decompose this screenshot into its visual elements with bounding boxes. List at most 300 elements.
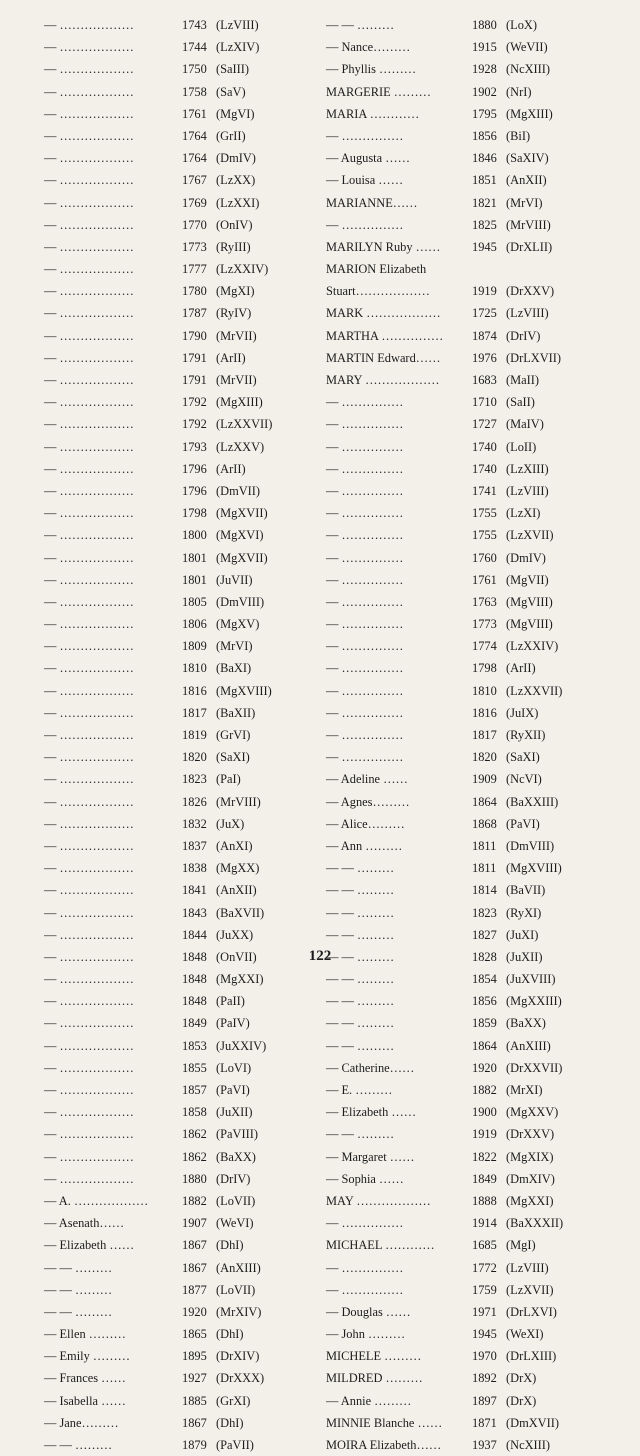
entry-year: 1828 <box>472 949 497 964</box>
entry-year: 1976 <box>472 350 497 365</box>
index-entry <box>44 924 314 946</box>
entry-year: 1897 <box>472 1393 497 1408</box>
entry-year: 1801 <box>182 572 207 587</box>
entry-year: 1743 <box>182 18 207 32</box>
index-entry <box>44 391 314 413</box>
entry-code: (MgVIII) <box>506 594 553 609</box>
index-entry <box>44 413 314 435</box>
entry-year: 1817 <box>472 728 497 742</box>
index-entry <box>326 1079 616 1101</box>
entry-code: (JuXX) <box>216 927 254 942</box>
index-entry <box>44 103 314 125</box>
entry-name: — — ……… <box>44 1260 113 1275</box>
entry-name: — ……………… <box>44 461 134 476</box>
index-entry <box>44 480 314 502</box>
index-entry <box>44 591 314 613</box>
entry-name: MARTIN Edward…… <box>326 350 441 365</box>
entry-code: (MgXX) <box>216 861 260 876</box>
index-entry <box>326 436 616 458</box>
entry-code: (RyIV) <box>216 306 252 321</box>
entry-name: — ……………… <box>44 728 134 742</box>
index-entry <box>326 58 616 80</box>
entry-year: 1777 <box>182 262 207 277</box>
index-entry <box>44 1101 314 1123</box>
entry-name: — ……………… <box>44 949 134 964</box>
entry-code: (BiI) <box>506 128 531 143</box>
entry-year: 1907 <box>182 1216 207 1231</box>
entry-year: 1826 <box>182 794 207 809</box>
entry-code: (MrVII) <box>216 373 257 387</box>
entry-year: 1853 <box>182 1038 207 1053</box>
entry-code: (AnXI) <box>216 838 253 853</box>
entry-year: 1820 <box>472 750 497 765</box>
entry-name: — Sophia …… <box>326 1171 404 1186</box>
index-entry <box>326 1012 616 1034</box>
entry-code: (OnIV) <box>216 217 253 232</box>
entry-name: — Augusta …… <box>326 151 410 166</box>
entry-year: 1792 <box>182 417 207 432</box>
entry-code: (GrVI) <box>216 728 251 742</box>
entry-name: — ……………… <box>44 594 134 609</box>
index-entry <box>326 924 616 946</box>
index-entry <box>326 857 616 879</box>
entry-code: (LzXXIV) <box>216 262 269 277</box>
index-entry <box>44 524 314 546</box>
entry-code: (BaXVII) <box>216 905 265 920</box>
index-entry <box>44 1212 314 1234</box>
entry-code: (LzVIII) <box>506 306 549 321</box>
entry-year: 1759 <box>472 1282 497 1297</box>
index-entry <box>326 791 616 813</box>
index-entry <box>326 192 616 214</box>
entry-year: 1855 <box>182 1060 207 1075</box>
index-entry <box>326 1101 616 1123</box>
entry-code: (LzXXIV) <box>506 639 559 654</box>
entry-year: 1854 <box>472 972 497 987</box>
entry-year: 1820 <box>182 750 207 765</box>
entry-code: (DrXXVII) <box>506 1060 563 1075</box>
entry-code: (DmIV) <box>506 550 546 565</box>
entry-name: — …………… <box>326 1216 404 1231</box>
index-entry <box>44 458 314 480</box>
entry-name: — …………… <box>326 639 404 654</box>
entry-code: (BaXII) <box>216 705 256 720</box>
entry-code: (SaXIV) <box>506 151 549 166</box>
entry-name: — Catherine…… <box>326 1060 415 1075</box>
index-entry <box>44 1057 314 1079</box>
index-entry <box>44 724 314 746</box>
index-entry <box>326 746 616 768</box>
entry-code: (LzXXV) <box>216 439 265 454</box>
entry-code: (DmIV) <box>216 151 256 166</box>
index-entry <box>326 813 616 835</box>
entry-name: — ……………… <box>44 1060 134 1075</box>
entry-code: (SaXI) <box>506 750 540 765</box>
entry-code: (RyXII) <box>506 728 546 742</box>
entry-name: — …………… <box>326 572 404 587</box>
entry-name: — A. ……………… <box>44 1193 149 1208</box>
entry-year: 1865 <box>182 1327 207 1342</box>
index-entry <box>44 325 314 347</box>
entry-code: (JuVII) <box>216 572 253 587</box>
entry-name: — — ……… <box>326 1127 395 1142</box>
entry-name: — ……………… <box>44 106 134 121</box>
index-entry <box>44 1146 314 1168</box>
entry-year: 1740 <box>472 461 497 476</box>
entry-name: — ……………… <box>44 395 134 410</box>
index-entry <box>44 1301 314 1323</box>
entry-year: 1773 <box>182 239 207 254</box>
entry-year: 1769 <box>182 195 207 210</box>
entry-name: — ……………… <box>44 328 134 343</box>
index-entry <box>44 1434 314 1456</box>
entry-year: 1772 <box>472 1260 497 1275</box>
entry-name: — ……………… <box>44 772 134 787</box>
entry-year: 1902 <box>472 84 497 99</box>
index-entry <box>326 547 616 569</box>
index-entry <box>326 258 616 280</box>
entry-code: (MrVII) <box>216 328 257 343</box>
index-entry <box>44 436 314 458</box>
entry-year: 1879 <box>182 1438 207 1452</box>
entry-year: 1810 <box>182 661 207 676</box>
entry-code: (MgXVIII) <box>216 683 272 698</box>
index-entry <box>44 1367 314 1389</box>
entry-name: — — ……… <box>44 1438 113 1452</box>
entry-year: 1755 <box>472 528 497 543</box>
entry-code: (MgVI) <box>216 106 255 121</box>
entry-code: (PaVIII) <box>216 1127 258 1142</box>
entry-year: 1810 <box>472 683 497 698</box>
entry-code: (DrIV) <box>506 328 541 343</box>
entry-name: — Agnes……… <box>326 794 410 809</box>
entry-year: 1843 <box>182 905 207 920</box>
entry-name: MARY ……………… <box>326 373 440 387</box>
entry-code: (MrXIV) <box>216 1304 262 1319</box>
entry-code: (DrXLII) <box>506 239 553 254</box>
entry-year: 1895 <box>182 1349 207 1364</box>
index-entry <box>326 325 616 347</box>
entry-code: (DrLXVI) <box>506 1304 557 1319</box>
entry-name: — ……………… <box>44 838 134 853</box>
entry-name: — ……………… <box>44 1149 134 1164</box>
entry-code: (PaVI) <box>216 1083 250 1097</box>
entry-name: MARIA ………… <box>326 106 420 121</box>
entry-name: — Phyllis ……… <box>326 62 417 77</box>
entry-code: (LzXI) <box>506 506 541 521</box>
entry-code: (DrXXV) <box>506 284 555 299</box>
entry-name: — …………… <box>326 528 404 543</box>
entry-name: MICHELE ……… <box>326 1349 422 1364</box>
index-entry <box>44 813 314 835</box>
index-entry <box>44 1079 314 1101</box>
entry-year: 1914 <box>472 1216 497 1231</box>
entry-year: 1764 <box>182 151 207 166</box>
entry-code: (MrVIII) <box>506 217 551 232</box>
index-entry <box>326 613 616 635</box>
index-entry <box>326 1301 616 1323</box>
entry-year: 1819 <box>182 728 207 742</box>
entry-name: — ……………… <box>44 617 134 632</box>
index-entry <box>326 214 616 236</box>
entry-year: 1755 <box>472 506 497 521</box>
entry-year: 1727 <box>472 417 497 432</box>
index-entry <box>44 1190 314 1212</box>
entry-name: — …………… <box>326 395 404 410</box>
entry-code: (NrI) <box>506 84 532 99</box>
index-entry <box>44 1012 314 1034</box>
entry-year: 1909 <box>472 772 497 787</box>
entry-name: — …………… <box>326 461 404 476</box>
entry-code: (JuXVIII) <box>506 972 556 987</box>
entry-name: — ……………… <box>44 883 134 898</box>
index-entry <box>44 547 314 569</box>
entry-code: (OnVII) <box>216 949 257 964</box>
entry-name: — ……………… <box>44 173 134 188</box>
index-entry <box>326 1057 616 1079</box>
entry-code: (MgI) <box>506 1238 536 1253</box>
entry-name: MARTHA …………… <box>326 328 444 343</box>
index-entry <box>326 1168 616 1190</box>
entry-year: 1849 <box>472 1171 497 1186</box>
entry-code: (MgXV) <box>216 617 260 632</box>
entry-name: — Ellen ……… <box>44 1327 126 1342</box>
entry-name: — Elizabeth …… <box>326 1105 417 1120</box>
entry-name: — ……………… <box>44 639 134 654</box>
left-index-column <box>44 14 314 1456</box>
entry-code: (ArII) <box>216 461 246 476</box>
index-entry <box>44 1279 314 1301</box>
entry-name: — ……………… <box>44 1038 134 1053</box>
entry-name: — ……………… <box>44 994 134 1009</box>
entry-name: — ……………… <box>44 1127 134 1142</box>
index-entry <box>326 36 616 58</box>
entry-name: — ……………… <box>44 861 134 876</box>
entry-code: (JuXII) <box>216 1105 253 1120</box>
entry-code: (BaXXXII) <box>506 1216 564 1231</box>
entry-code: (MgXXV) <box>506 1105 559 1120</box>
index-entry <box>44 302 314 324</box>
index-entry <box>326 768 616 790</box>
entry-code: (DmXVII) <box>506 1415 559 1430</box>
entry-name: — ……………… <box>44 550 134 565</box>
entry-code: (WeVI) <box>216 1216 254 1231</box>
index-entry <box>44 347 314 369</box>
entry-name: — ……………… <box>44 417 134 432</box>
entry-year: 1758 <box>182 84 207 99</box>
entry-year: 1846 <box>472 151 497 166</box>
entry-year: 1971 <box>472 1304 497 1319</box>
entry-code: (AnXIII) <box>506 1038 551 1053</box>
entry-code: (DhI) <box>216 1327 244 1342</box>
entry-code: (MgXXIII) <box>506 994 562 1009</box>
entry-code: (DmXIV) <box>506 1171 555 1186</box>
entry-name: — — ……… <box>326 1016 395 1031</box>
entry-name: — ……………… <box>44 816 134 831</box>
index-entry <box>326 902 616 924</box>
entry-code: (DhI) <box>216 1415 244 1430</box>
index-entry <box>326 680 616 702</box>
index-entry <box>326 1234 616 1256</box>
entry-code: (BaXXIII) <box>506 794 559 809</box>
entry-year: 1796 <box>182 483 207 498</box>
entry-name: — …………… <box>326 705 404 720</box>
entry-year: 1880 <box>182 1171 207 1186</box>
index-entry <box>44 1234 314 1256</box>
index-entry <box>44 680 314 702</box>
index-entry <box>44 36 314 58</box>
entry-name: — Elizabeth …… <box>44 1238 135 1253</box>
entry-year: 1877 <box>182 1282 207 1297</box>
entry-year: 1780 <box>182 284 207 299</box>
index-entry <box>44 1168 314 1190</box>
entry-year: 1945 <box>472 239 497 254</box>
entry-code: (DrXXV) <box>506 1127 555 1142</box>
entry-year: 1740 <box>472 439 497 454</box>
entry-year: 1862 <box>182 1149 207 1164</box>
entry-code: (NcXIII) <box>506 62 551 77</box>
entry-year: 1801 <box>182 550 207 565</box>
entry-code: (JuXII) <box>506 949 543 964</box>
entry-year: 1856 <box>472 128 497 143</box>
right-index-column <box>326 14 616 1456</box>
entry-year: 1710 <box>472 395 497 410</box>
entry-code: (LoX) <box>506 18 537 32</box>
entry-year: 1928 <box>472 62 497 77</box>
entry-name: — Louisa …… <box>326 173 404 188</box>
entry-year: 1841 <box>182 883 207 898</box>
entry-code: (JuX) <box>216 816 245 831</box>
index-entry <box>326 125 616 147</box>
entry-year: 1920 <box>182 1304 207 1319</box>
entry-name: — Nance……… <box>326 40 411 55</box>
entry-name: MICHAEL ………… <box>326 1238 435 1253</box>
entry-year: 1867 <box>182 1260 207 1275</box>
entry-year: 1856 <box>472 994 497 1009</box>
entry-year: 1859 <box>472 1016 497 1031</box>
entry-year: 1685 <box>472 1238 497 1253</box>
index-entry <box>326 236 616 258</box>
index-entry <box>44 280 314 302</box>
entry-code: (DrX) <box>506 1393 537 1408</box>
index-entry <box>326 1123 616 1145</box>
entry-year: 1725 <box>472 306 497 321</box>
index-entry <box>44 236 314 258</box>
entry-year: 1798 <box>472 661 497 676</box>
entry-name: — ……………… <box>44 483 134 498</box>
index-entry <box>44 125 314 147</box>
entry-name: — ……………… <box>44 373 134 387</box>
entry-code: (MaII) <box>506 373 540 387</box>
entry-code: (NcVI) <box>506 772 542 787</box>
entry-code: (LzVIII) <box>506 1260 549 1275</box>
index-entry <box>326 569 616 591</box>
entry-code: (SaII) <box>506 395 535 410</box>
entry-name: MARGERIE ……… <box>326 84 431 99</box>
entry-name: — ……………… <box>44 705 134 720</box>
entry-code: (GrII) <box>216 128 246 143</box>
entry-code: (LzXVII) <box>506 528 554 543</box>
entry-code: (LzXXVII) <box>216 417 273 432</box>
entry-code: (DhI) <box>216 1238 244 1253</box>
entry-name: — …………… <box>326 439 404 454</box>
index-entry <box>44 1345 314 1367</box>
entry-code: (AnXII) <box>506 173 547 188</box>
index-entry <box>326 1412 616 1434</box>
entry-year: 1919 <box>472 284 497 299</box>
index-entry <box>326 1212 616 1234</box>
index-entry <box>326 879 616 901</box>
index-entry <box>44 857 314 879</box>
index-entry <box>326 1035 616 1057</box>
index-entry <box>326 480 616 502</box>
entry-year: 1844 <box>182 927 207 942</box>
entry-name: — Frances …… <box>44 1371 126 1386</box>
entry-year: 1761 <box>182 106 207 121</box>
index-entry <box>44 768 314 790</box>
index-entry <box>326 990 616 1012</box>
entry-code: (MgXIII) <box>216 395 263 410</box>
entry-name: — Isabella …… <box>44 1393 126 1408</box>
entry-year: 1823 <box>182 772 207 787</box>
entry-code: (MgXVI) <box>216 528 264 543</box>
index-entry <box>326 502 616 524</box>
index-entry <box>44 169 314 191</box>
entry-name: — ……………… <box>44 128 134 143</box>
entry-year: 1817 <box>182 705 207 720</box>
entry-code: (LoVII) <box>216 1282 256 1297</box>
entry-name: — ……………… <box>44 794 134 809</box>
entry-name: — …………… <box>326 1260 404 1275</box>
entry-code: (SaIII) <box>216 62 250 77</box>
index-entry <box>44 968 314 990</box>
entry-year: 1885 <box>182 1393 207 1408</box>
entry-code: (MgXVII) <box>216 506 268 521</box>
entry-code: (LoVII) <box>216 1193 256 1208</box>
index-entry <box>326 14 616 36</box>
entry-name: — ……………… <box>44 572 134 587</box>
index-entry <box>44 14 314 36</box>
entry-name: — ……………… <box>44 1171 134 1186</box>
entry-code: (MrXI) <box>506 1083 543 1097</box>
entry-year: 1892 <box>472 1371 497 1386</box>
entry-year: 1937 <box>472 1438 497 1452</box>
entry-code: (BaXI) <box>216 661 252 676</box>
entry-year: 1763 <box>472 594 497 609</box>
entry-code: (LzXIII) <box>506 461 549 476</box>
index-entry <box>326 458 616 480</box>
entry-year: 1882 <box>182 1193 207 1208</box>
entry-year: 1832 <box>182 816 207 831</box>
entry-name: — …………… <box>326 506 404 521</box>
entry-year: 1874 <box>472 328 497 343</box>
entry-year: 1851 <box>472 173 497 188</box>
index-entry <box>44 702 314 724</box>
entry-code: (PaII) <box>216 994 245 1009</box>
entry-name: — …………… <box>326 550 404 565</box>
entry-code: (DrIV) <box>216 1171 251 1186</box>
index-entry <box>44 369 314 391</box>
entry-year: 1862 <box>182 1127 207 1142</box>
entry-year: 1770 <box>182 217 207 232</box>
entry-name: — ……………… <box>44 239 134 254</box>
index-entry <box>326 835 616 857</box>
entry-year: 1790 <box>182 328 207 343</box>
index-entry <box>326 724 616 746</box>
entry-code: (AnXII) <box>216 883 257 898</box>
entry-year: 1816 <box>472 705 497 720</box>
entry-code: (BaXX) <box>216 1149 256 1164</box>
